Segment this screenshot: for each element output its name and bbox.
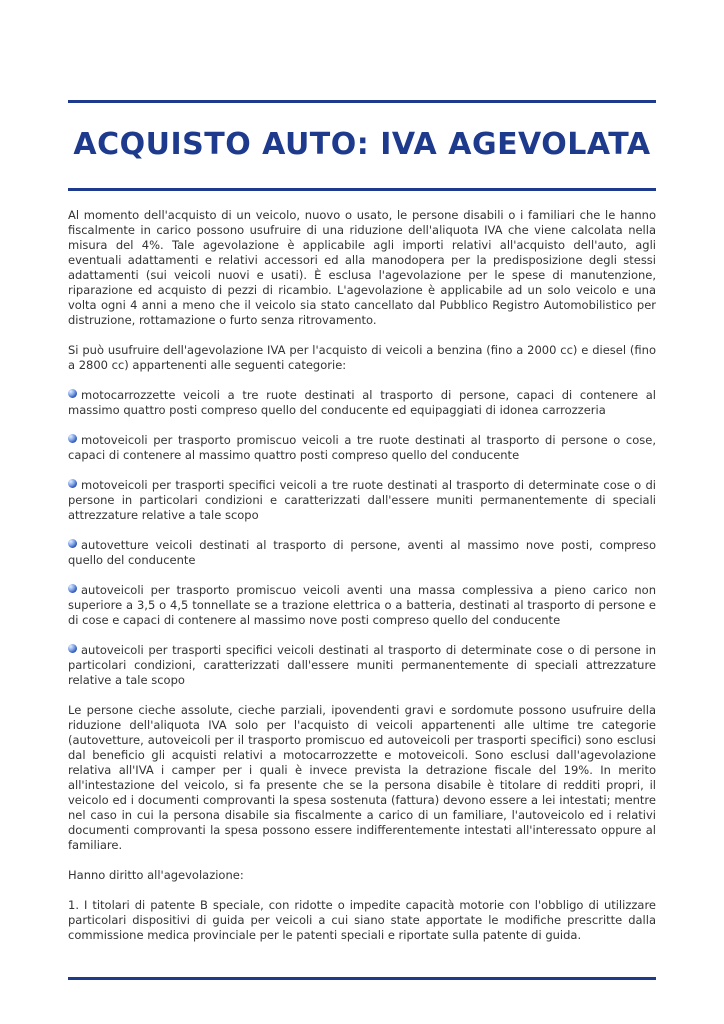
top-divider: [68, 100, 656, 103]
bottom-divider: [68, 977, 656, 980]
bullet-item-autoveicoli-promiscuo: [68, 583, 656, 628]
paragraph-item-1: 1. I titolari di patente B speciale, con ridotte o impedite capacità motorie con l'obbligo di utilizzare particolari dispositivi di guida per veicoli a cui siano state apportate le modifiche prescritte dalla commissione medica provinciale per le patenti speciali e riportate sulla patente di guida.: [68, 898, 656, 942]
bullet-item-motoveicoli-specifici: [68, 478, 656, 523]
bullet-text: autoveicoli per trasporto promiscuo veicoli aventi una massa complessiva a pieno carico non superiore a 3,5 o 4,5 tonnellate se a trazione elettrica o a batteria, destinati al trasporto di persone e di cose e capaci di contenere al massimo nove posti compreso quello del conducente: [68, 583, 656, 627]
bullet-ball-icon: [68, 539, 77, 548]
bullet-ball-icon: [68, 389, 77, 398]
bullet-text: autovetture veicoli destinati al trasporto di persone, aventi al massimo nove posti, compreso quello del conducente: [68, 538, 656, 567]
paragraph-after-bullets: Le persone cieche assolute, cieche parziali, ipovendenti gravi e sordomute possono usufruire della riduzione dell'aliquota IVA solo per l'acquisto di veicoli appartenenti alle ultime tre categorie (autovetture, autoveicoli per il trasporto promiscuo ed autoveicoli per trasporti specifici) sono esclusi dal beneficio gli acquisti relativi a motocarrozzette e motoveicoli. Sono esclusi dall'agevolazione relativa all'IVA i camper per i quali è invece prevista la detrazione fiscale del 19%. In merito all'intestazione del veicolo, si fa presente che se la persona disabile è titolare di redditi propri, il veicolo ed i documenti comprovanti la spesa sostenuta (fattura) devono essere a lei intestati; mentre nel caso in cui la persona disabile sia fiscalmente a carico di un familiare, l'autoveicolo ed i relativi documenti comprovanti la spesa possono essere indifferentemente intestati all'interessato oppure al familiare.: [68, 703, 656, 852]
bullet-text: motoveicoli per trasporti specifici veicoli a tre ruote destinati al trasporto di determinate cose o di persone in particolari condizioni e caratterizzati dall'essere muniti permanentemente di speciali attrezzature relative a tale scopo: [68, 478, 656, 522]
bullet-ball-icon: [68, 434, 77, 443]
bullet-ball-icon: [68, 644, 77, 653]
bullet-text: motoveicoli per trasporto promiscuo veicoli a tre ruote destinati al trasporto di persone o cose, capaci di contenere al massimo quattro posti compreso quello del conducente: [68, 433, 656, 462]
bullet-item-motocarrozzette: [68, 388, 656, 418]
bullet-item-autovetture: [68, 538, 656, 568]
bullet-text: autoveicoli per trasporti specifici veicoli destinati al trasporto di determinate cose o di persone in particolari condizioni, caratterizzati dall'essere muniti permanentemente di speciali attrezzature relative a tale scopo: [68, 643, 656, 687]
bullet-text: motocarrozzette veicoli a tre ruote destinati al trasporto di persone, capaci di contenere al massimo quattro posti compreso quello del conducente ed equipaggiati di idonea carrozzeria: [68, 388, 656, 417]
document-body: [68, 208, 656, 943]
paragraph-entitled-lead: Hanno diritto all'agevolazione:: [68, 868, 244, 882]
bullet-item-autoveicoli-specifici: [68, 643, 656, 688]
bullet-item-motoveicoli-promiscuo: [68, 433, 656, 463]
title-divider: [68, 188, 656, 191]
bullet-ball-icon: [68, 584, 77, 593]
bullet-ball-icon: [68, 479, 77, 488]
paragraph-categories-lead: Si può usufruire dell'agevolazione IVA per l'acquisto di veicoli a benzina (fino a 2000 cc) e diesel (fino a 2800 cc) appartenenti alle seguenti categorie:: [68, 343, 656, 372]
paragraph-intro: Al momento dell'acquisto di un veicolo, nuovo o usato, le persone disabili o i familiari che le hanno fiscalmente in carico possono usufruire di una riduzione dell'aliquota IVA che viene calcolata nella misura del 4%. Tale agevolazione è applicabile agli importi relativi all'acquisto dell'auto, agli eventuali adattamenti e relativi accessori ed alla manodopera per la predisposizione degli stessi adattamenti (sui veicoli nuovi e usati). È esclusa l'agevolazione per le spese di manutenzione, riparazione ed acquisto di pezzi di ricambio. L'agevolazione è applicabile ad un solo veicolo e una volta ogni 4 anni a meno che il veicolo sia stato cancellato dal Pubblico Registro Automobilistico per distruzione, rottamazione o furto senza ritrovamento.: [68, 208, 656, 327]
document-title: ACQUISTO AUTO: IVA AGEVOLATA: [73, 127, 651, 162]
